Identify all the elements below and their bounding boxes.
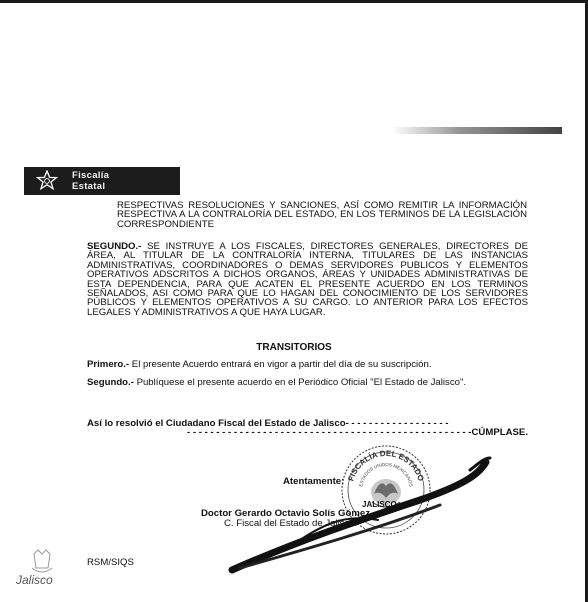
signer-title: C. Fiscal del Estado de Jalisco. — [224, 518, 358, 529]
brand-name — [72, 170, 109, 192]
seal-top-text: FISCALÍA DEL ESTADO — [346, 448, 426, 483]
paragraph-segundo-transitorio — [87, 378, 528, 387]
segundo-text: SE INSTRUYE A LOS FISCALES, DIRECTORES GENERALES, DIRECTORES DE ÁREA, AL TITULAR DE LA CONTRALORÍA INTERNA, TITULARES DE LAS INSTANCIAS ADMINISTRATIVAS, COORDINADORES O DEMAS SERVIDORES PUBLICOS Y ELEMENTOS OPERATIVOS ADSCRITOS A DICHOS ORGANOS, ÁREAS Y UNIDADES ADMINISTRATIVAS DE ESTA DEPENDENCIA, PARA QUE ACATEN EL PRESENTE ACUERDO EN LOS TERMINOS SEÑALADOS, ASI COMO PARA QUE LO HAGAN DEL CONOCIMIENTO DE LOS SERVIDORES PÚBLICOS Y ELEMENTOS OPERATIVOS A SU CARGO. LO ANTERIOR PARA LOS EFECTOS LEGALES Y ADMINISTRATIVOS A QUE HAYA LUGAR. — [87, 241, 528, 318]
transitorios-heading: TRANSITORIOS — [256, 342, 332, 353]
jalisco-logo-text: Jalisco — [16, 573, 53, 587]
closing-line-2: - - - - - - - - - - - - - - - - - - - - - - - - - - - - - - - - - - - - - - - - - - - - - - - - -CÚMPLASE. — [187, 427, 528, 438]
seal-inner-text: ESTADOS UNIDOS MEXICANOS — [358, 461, 414, 488]
paragraph-resolutions: RESPECTIVAS RESOLUCIONES Y SANCIONES, ASÍ COMO REMITIR LA INFORMACIÓN RESPECTIVA A LA CONTRALORÍA DEL ESTADO, EN LOS TERMINOS DE LA LEGISLACIÓN CORRESPONDIENTE — [117, 200, 527, 230]
paragraph-segundo — [87, 242, 528, 317]
star-badge-icon — [36, 170, 58, 192]
paragraph-primero — [87, 360, 528, 369]
brand-line-1: Fiscalía — [72, 170, 110, 181]
segundo-transitorio-text: Publíquese el presente acuerdo en el Periódico Oficial "El Estado de Jalisco". — [133, 377, 467, 388]
segundo-transitorio-label: Segundo.- — [87, 377, 134, 388]
brand-line-2: Estatal — [72, 181, 106, 192]
signer-name: Doctor Gerardo Octavio Solís Gómez — [201, 508, 370, 519]
segundo-label: SEGUNDO.- — [87, 241, 142, 252]
scan-artifact — [392, 127, 562, 134]
primero-label: Primero.- — [87, 359, 130, 370]
initials: RSM/SIQS — [87, 557, 134, 568]
primero-text: El presente Acuerdo entrará en vigor a partir del día de su suscripción. — [129, 359, 432, 370]
closing-line-1: Así lo resolvió el Ciudadano Fiscal del Estado de Jalisco- - - - - - - - - - - - - - - - - - — [87, 418, 449, 429]
atentamente-label: Atentamente: — [283, 476, 345, 487]
seal-bottom-text: JALISCO — [362, 500, 397, 509]
scan-border-top — [0, 0, 588, 3]
